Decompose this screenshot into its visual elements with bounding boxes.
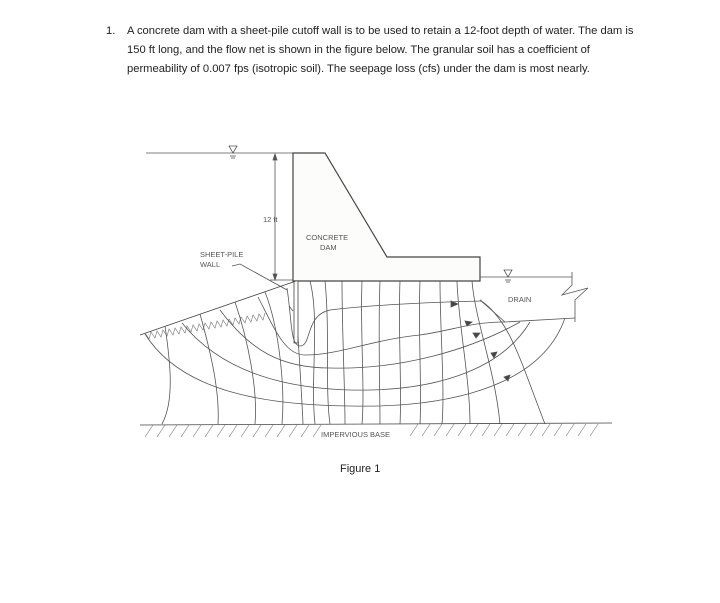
pile-leader [232, 264, 293, 311]
pile-label: WALL [200, 260, 221, 269]
dam-label: DAM [320, 243, 337, 252]
concrete-dam [293, 153, 480, 281]
question-number: 1. [106, 25, 116, 37]
water-level-icon [504, 270, 512, 282]
dam-label: CONCRETE [306, 233, 349, 242]
sheet-pile [294, 281, 298, 343]
ground-hatch [145, 313, 265, 339]
ground-surface [140, 281, 296, 335]
break-symbol [562, 272, 588, 322]
equipotential-lines [162, 281, 545, 424]
depth-label: 12 ft [263, 215, 278, 224]
water-level-icon [229, 146, 237, 158]
flow-lines [145, 288, 565, 406]
pile-label: SHEET-PILE [200, 250, 244, 259]
figure-caption: Figure 1 [340, 463, 381, 475]
drain-label: DRAIN [508, 295, 532, 304]
impervious-base [140, 423, 612, 425]
base-label: IMPERVIOUS BASE [321, 430, 391, 439]
question-text: A concrete dam with a sheet-pile cutoff wall is to be used to retain a 12-foot depth of water. The dam is 150 ft long, and the flow net is shown in the figure below. The granular soil has a coefficient of permeability of 0.007 fps (isotropic soil). The seepage loss (cfs) under the dam is most nearly. [127, 25, 634, 75]
